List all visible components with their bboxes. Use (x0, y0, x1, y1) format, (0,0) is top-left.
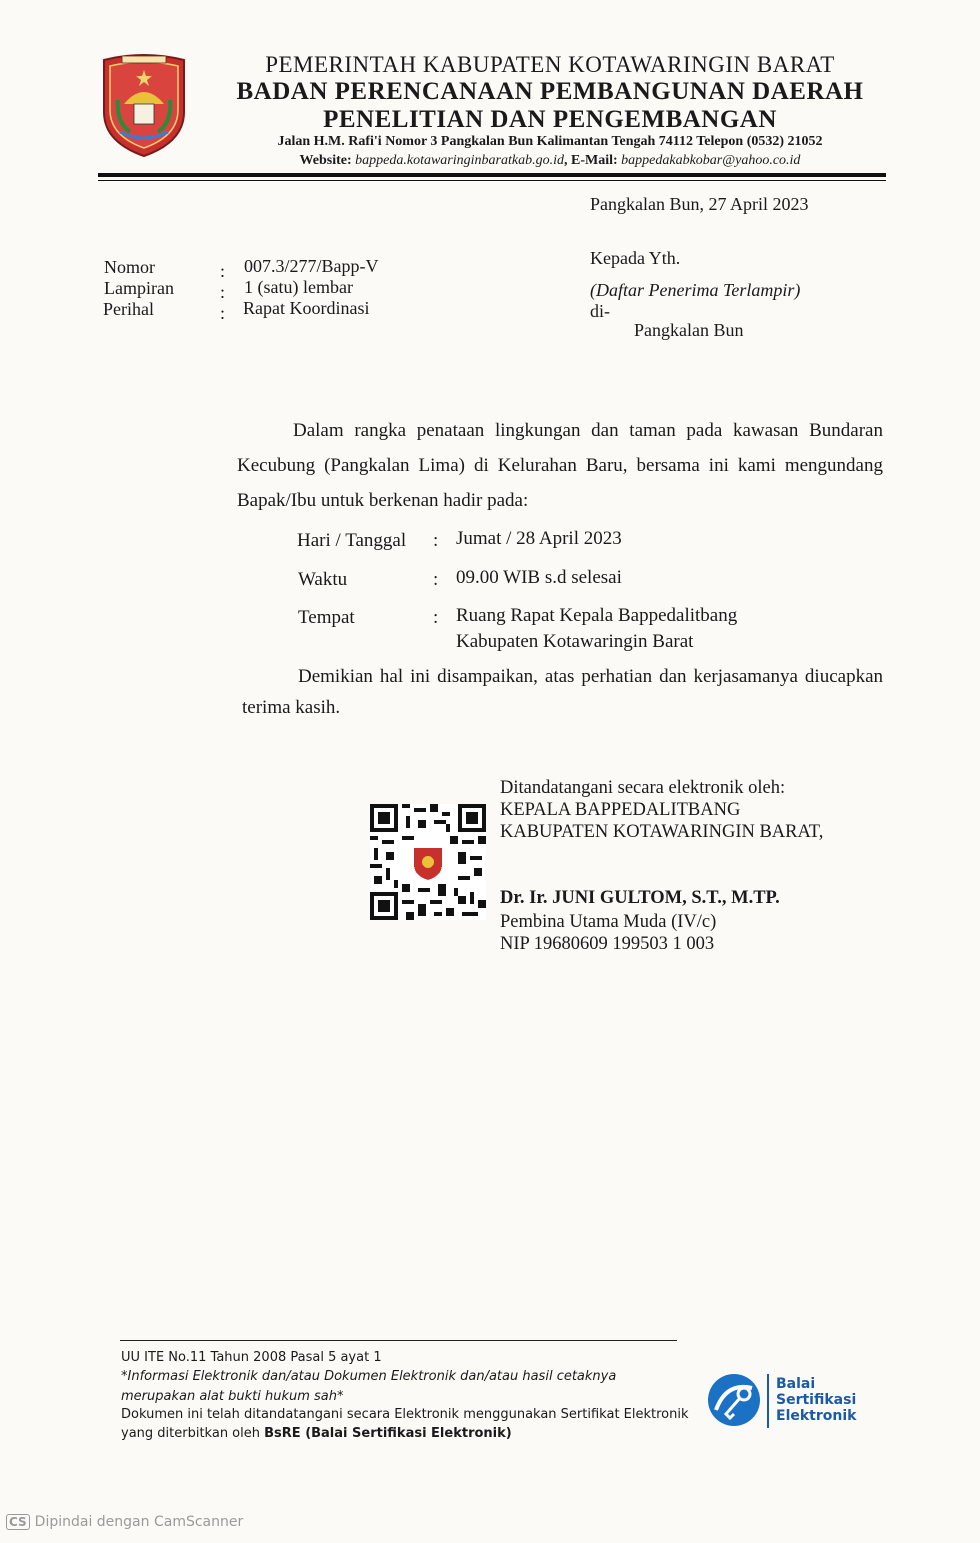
meta-label-nomor: Nomor (104, 257, 155, 277)
meta-sep: : (220, 282, 226, 302)
meta-sep: : (220, 261, 226, 281)
letterhead-line2: BADAN PERENCANAAN PEMBANGUNAN DAERAH (236, 78, 864, 105)
footer-note-2: merupakan alat bukti hukum sah* (121, 1389, 344, 1404)
bsre-text-3: Elektronik (776, 1408, 857, 1424)
meta-sep: : (220, 303, 226, 323)
website-link[interactable]: bappeda.kotawaringinbaratkab.go.id (355, 153, 564, 168)
regency-crest-icon (100, 52, 188, 158)
detail-sep: : (433, 530, 439, 551)
website-label: Website: (299, 153, 352, 168)
letterhead-line3: PENELITIAN DAN PENGEMBANGAN (323, 106, 777, 133)
footer-issuer-text: yang diterbitkan oleh (121, 1426, 265, 1441)
body-intro: Dalam rangka penataan lingkungan dan taman pada kawasan Bundaran Kecubung (Pangkalan Lima) di Kelurahan Baru, bersama ini kami mengundang Bapak/Ibu untuk berkenan hadir pada: (237, 420, 883, 511)
letterhead-contact (200, 153, 900, 169)
detail-sep: : (433, 607, 439, 628)
bsre-text-2: Sertifikasi (776, 1392, 857, 1408)
email-link[interactable]: bappedakabkobar@yahoo.co.id (621, 153, 801, 168)
detail-label-place: Tempat (298, 607, 355, 628)
footer-rule (120, 1340, 677, 1341)
detail-label-date: Hari / Tanggal (297, 530, 407, 551)
meta-value-lampiran: 1 (satu) lembar (244, 277, 353, 297)
camscanner-text: Dipindai dengan CamScanner (34, 1514, 244, 1530)
footer-statement: Dokumen ini telah ditandatangani secara Elektronik menggunakan Sertifikat Elektronik (121, 1407, 689, 1422)
footer-issuer-bsre: BsRE (Balai Sertifikasi Elektronik) (264, 1426, 512, 1441)
signature-title: KEPALA BAPPEDALITBANG (500, 800, 741, 820)
bsre-text-1: Balai (776, 1376, 816, 1392)
signatory-nip: NIP 19680609 199503 1 003 (500, 934, 715, 954)
detail-label-time: Waktu (298, 569, 348, 590)
recipient-greeting: Kepada Yth. (590, 248, 681, 268)
footer-issuer (121, 1426, 512, 1441)
bsre-divider (767, 1374, 769, 1428)
meta-label-lampiran: Lampiran (104, 278, 174, 298)
meta-value-perihal: Rapat Koordinasi (243, 298, 370, 318)
footer-law: UU ITE No.11 Tahun 2008 Pasal 5 ayat 1 (121, 1350, 382, 1365)
body-closing: Demikian hal ini disampaikan, atas perhatian dan kerjasamanya diucapkan terima kasih. (242, 666, 883, 718)
signature-caption: Ditandatangani secara elektronik oleh: (500, 778, 786, 798)
signatory-rank: Pembina Utama Muda (IV/c) (500, 912, 717, 932)
camscanner-watermark (6, 1514, 243, 1530)
bsre-logo-icon (706, 1372, 762, 1428)
email-label: , E-Mail: (563, 153, 618, 168)
camscanner-badge: CS (6, 1514, 30, 1530)
qr-code-icon[interactable] (370, 804, 486, 920)
letter-date: Pangkalan Bun, 27 April 2023 (590, 194, 809, 214)
detail-value-place: Ruang Rapat Kepala Bappedalitbang (456, 605, 738, 626)
footer-note-1: *Informasi Elektronik dan/atau Dokumen Elektronik dan/atau hasil cetaknya (121, 1369, 617, 1384)
header-rule-thick (98, 173, 886, 177)
signatory-name: Dr. Ir. JUNI GULTOM, S.T., M.TP. (500, 888, 780, 908)
header-rule-thin (98, 180, 886, 181)
recipient-di: di- (590, 301, 610, 321)
detail-value-date: Jumat / 28 April 2023 (456, 528, 622, 549)
meta-value-nomor: 007.3/277/Bapp-V (244, 256, 379, 276)
signature-office: KABUPATEN KOTAWARINGIN BARAT, (500, 822, 824, 842)
detail-value-place-2: Kabupaten Kotawaringin Barat (456, 631, 694, 652)
detail-sep: : (433, 569, 439, 590)
meta-label-perihal: Perihal (103, 299, 154, 319)
detail-value-time: 09.00 WIB s.d selesai (456, 567, 622, 588)
recipient-city: Pangkalan Bun (634, 320, 744, 340)
letterhead-line1: PEMERINTAH KABUPATEN KOTAWARINGIN BARAT (265, 52, 835, 77)
letterhead-address: Jalan H.M. Rafi'i Nomor 3 Pangkalan Bun Kalimantan Tengah 74112 Telepon (0532) 21052 (277, 134, 823, 149)
recipient-list: (Daftar Penerima Terlampir) (590, 280, 801, 300)
